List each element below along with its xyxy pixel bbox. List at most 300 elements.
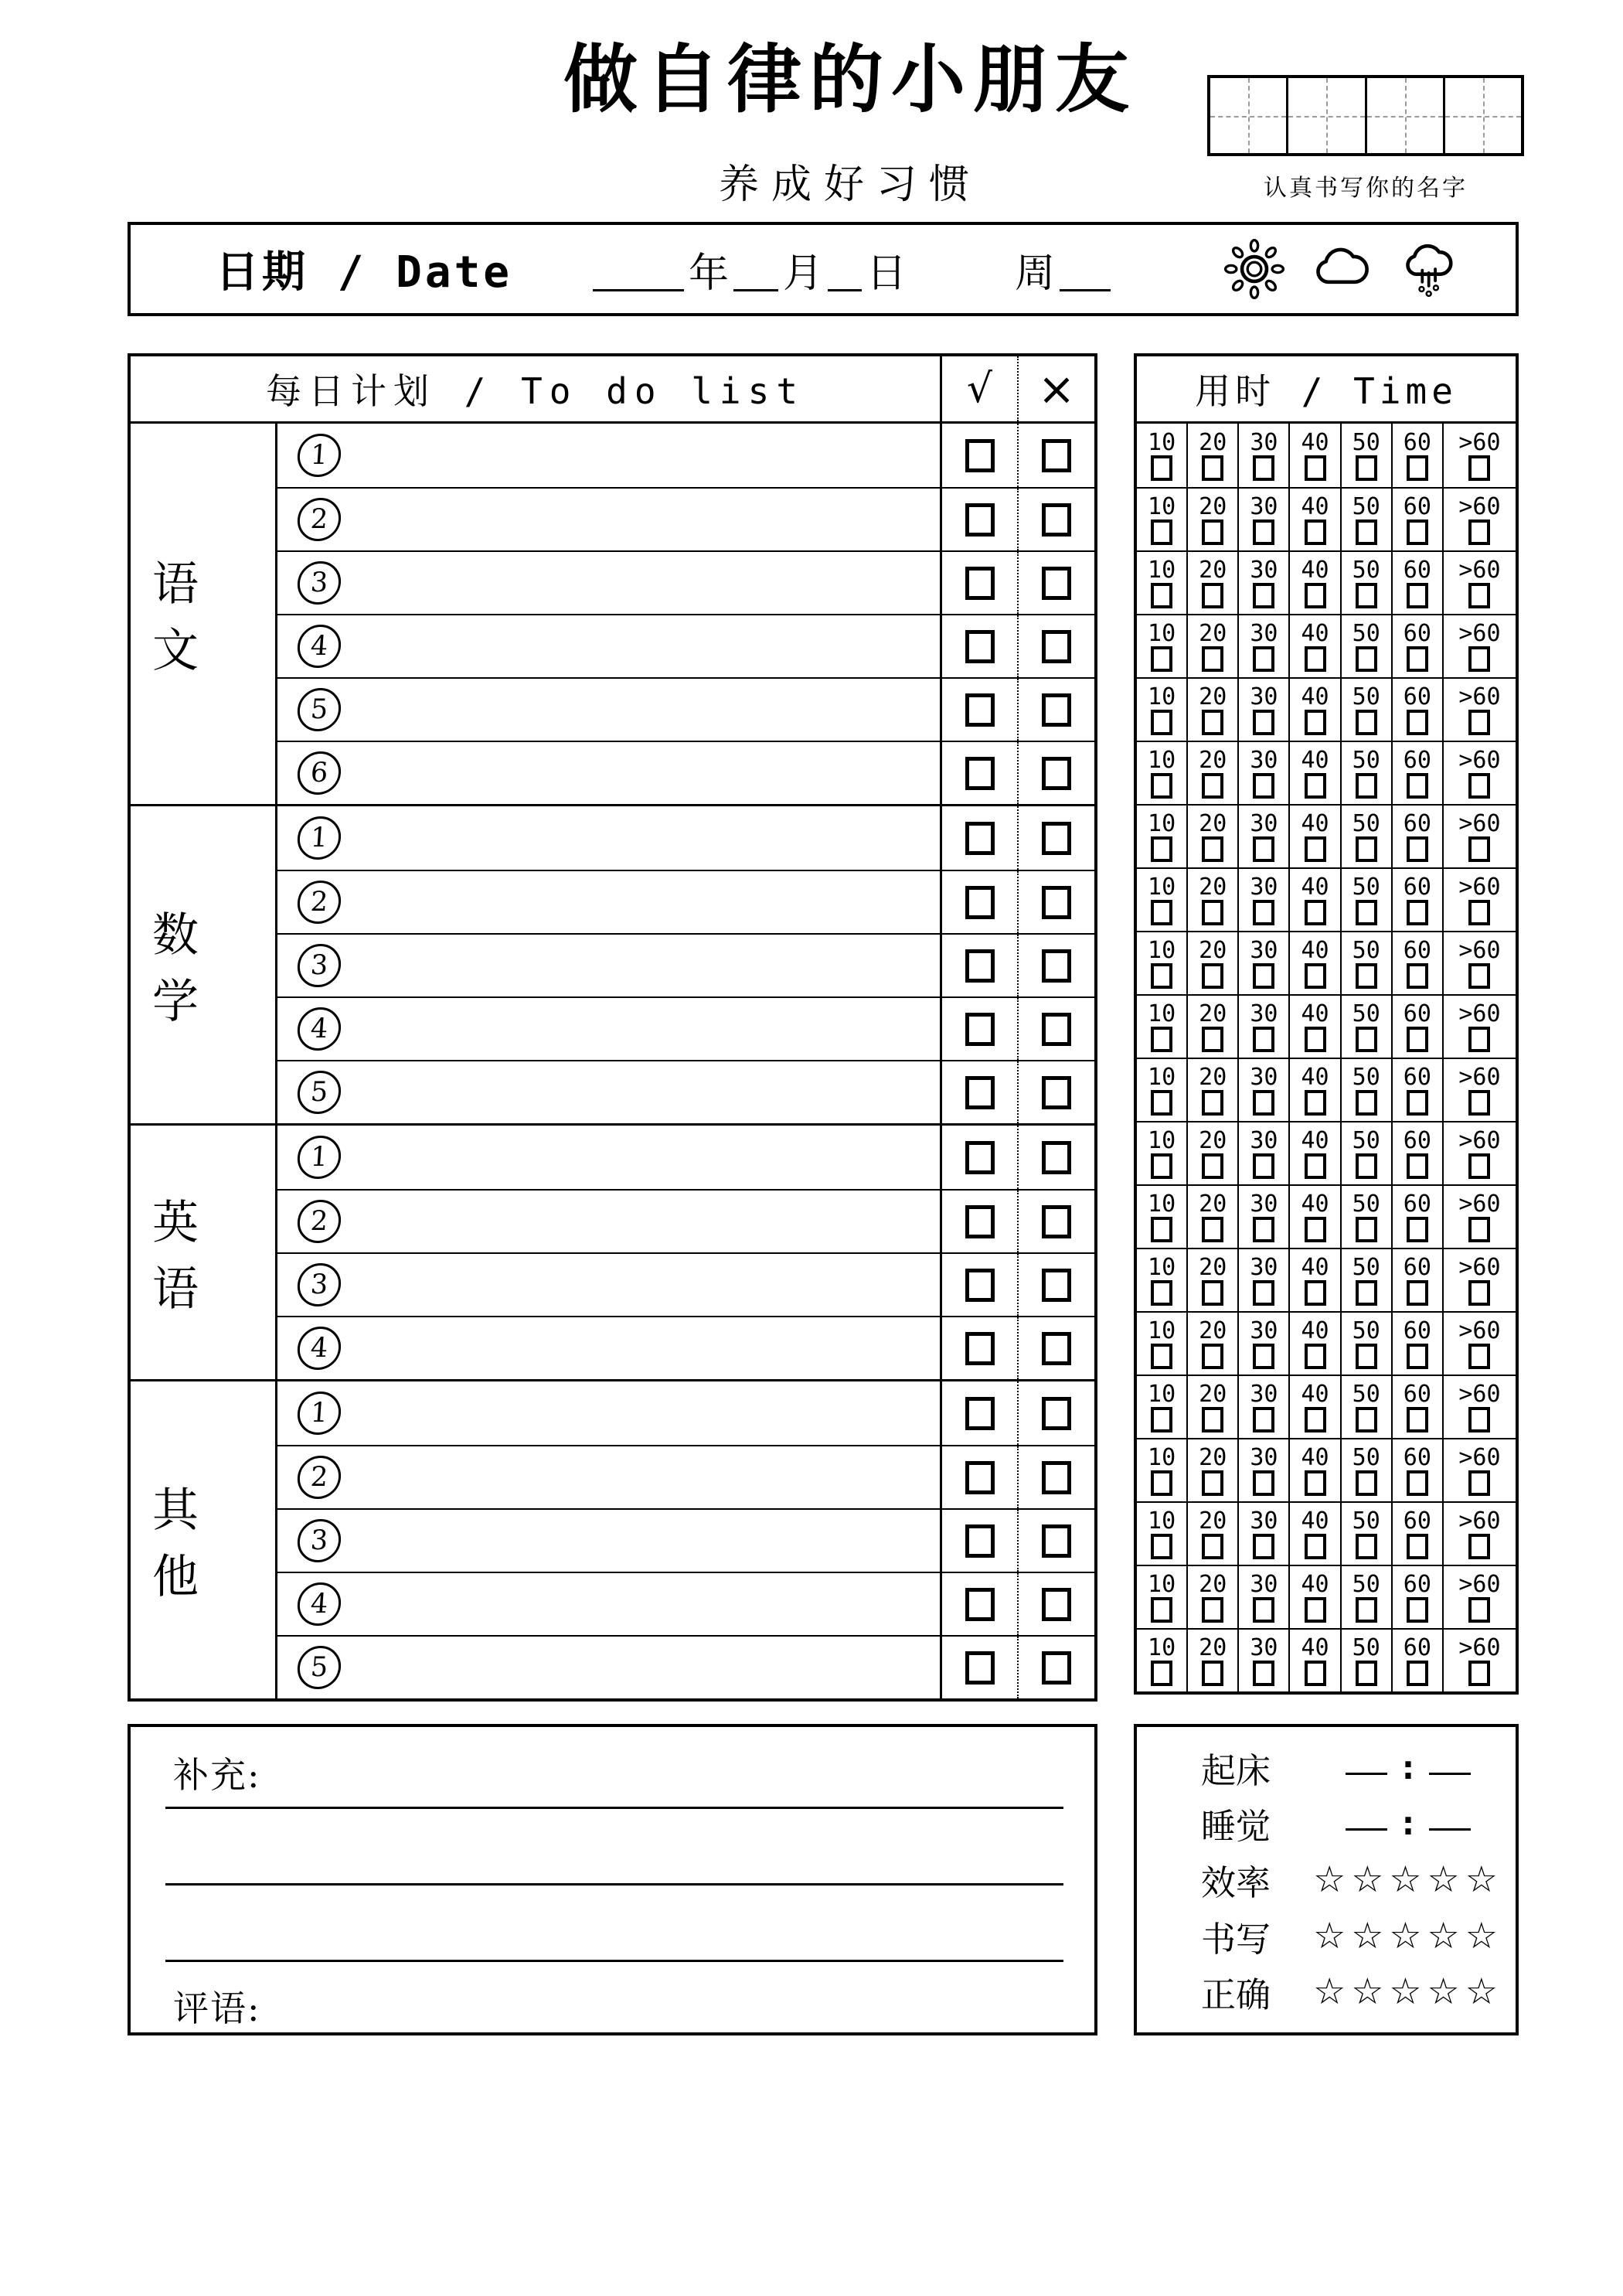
time-checkbox[interactable] xyxy=(1253,900,1274,925)
done-checkbox[interactable] xyxy=(965,1076,995,1109)
time-option-cell xyxy=(1444,615,1516,677)
time-body xyxy=(1137,424,1516,1691)
time-option-label: 60 xyxy=(1403,1317,1431,1344)
time-checkbox[interactable] xyxy=(1468,1027,1490,1052)
time-checkbox[interactable] xyxy=(1305,1280,1326,1306)
time-checkbox[interactable] xyxy=(1468,900,1490,925)
time-colon: : xyxy=(1397,1747,1419,1787)
time-option-cell xyxy=(1137,615,1188,677)
time-checkbox[interactable] xyxy=(1468,1153,1490,1179)
time-checkbox[interactable] xyxy=(1151,1470,1172,1496)
done-checkbox[interactable] xyxy=(965,822,995,855)
time-checkbox[interactable] xyxy=(1151,773,1172,799)
time-checkbox[interactable] xyxy=(1356,1280,1377,1306)
time-colon: : xyxy=(1397,1804,1419,1844)
time-checkbox[interactable] xyxy=(1202,646,1223,672)
task-input-area[interactable] xyxy=(277,1510,940,1572)
time-checkbox[interactable] xyxy=(1202,773,1223,799)
time-option-cell xyxy=(1239,1630,1290,1691)
time-checkbox[interactable] xyxy=(1407,836,1428,862)
time-checkbox[interactable] xyxy=(1305,1407,1326,1432)
day-blank[interactable] xyxy=(828,289,862,291)
time-checkbox[interactable] xyxy=(1305,1217,1326,1242)
task-input-area[interactable] xyxy=(277,998,940,1060)
time-option-cell xyxy=(1137,806,1188,867)
time-checkbox[interactable] xyxy=(1202,900,1223,925)
time-checkbox[interactable] xyxy=(1151,1027,1172,1052)
done-checkbox[interactable] xyxy=(965,1588,995,1621)
time-checkbox[interactable] xyxy=(1202,710,1223,735)
time-checkbox[interactable] xyxy=(1253,583,1274,608)
guide-horizontal-line xyxy=(1367,116,1443,118)
done-checkbox[interactable] xyxy=(965,1524,995,1558)
time-checkbox[interactable] xyxy=(1356,646,1377,672)
time-checkbox[interactable] xyxy=(1253,1407,1274,1432)
time-option-label: 40 xyxy=(1301,619,1329,647)
not-done-cell xyxy=(1017,615,1094,677)
task-number-circled: 5 xyxy=(296,1071,342,1114)
star-rating[interactable]: ☆☆☆☆☆ xyxy=(1313,1858,1503,1901)
task-input-area[interactable] xyxy=(277,1317,940,1379)
time-option-label: 40 xyxy=(1301,556,1329,584)
time-checkbox[interactable] xyxy=(1305,455,1326,481)
time-checkbox[interactable] xyxy=(1202,1153,1223,1179)
task-number-circled: 6 xyxy=(296,751,342,795)
writing-line[interactable] xyxy=(165,1960,1063,1962)
not-done-checkbox[interactable] xyxy=(1042,1269,1071,1302)
time-option-label: 30 xyxy=(1250,428,1278,456)
time-checkbox[interactable] xyxy=(1407,1534,1428,1559)
time-row xyxy=(1137,1121,1516,1184)
time-checkbox[interactable] xyxy=(1305,519,1326,545)
time-option-cell xyxy=(1342,1630,1393,1691)
time-checkbox[interactable] xyxy=(1468,1534,1490,1559)
not-done-checkbox[interactable] xyxy=(1042,630,1071,663)
time-checkbox[interactable] xyxy=(1356,583,1377,608)
done-checkbox[interactable] xyxy=(965,1141,995,1174)
time-checkbox[interactable] xyxy=(1468,1280,1490,1306)
time-checkbox[interactable] xyxy=(1202,836,1223,862)
task-input-area[interactable] xyxy=(277,1637,940,1698)
not-done-checkbox[interactable] xyxy=(1042,1013,1071,1046)
time-checkbox[interactable] xyxy=(1356,900,1377,925)
time-checkbox[interactable] xyxy=(1305,583,1326,608)
guide-horizontal-line xyxy=(1288,116,1364,118)
time-option-label: 60 xyxy=(1403,492,1431,520)
task-row xyxy=(277,1189,1094,1252)
time-option-cell xyxy=(1239,424,1290,487)
time-checkbox[interactable] xyxy=(1151,963,1172,989)
time-checkbox[interactable] xyxy=(1407,1217,1428,1242)
task-input-area[interactable] xyxy=(277,1381,940,1445)
done-checkbox[interactable] xyxy=(965,503,995,537)
time-option-cell xyxy=(1393,424,1444,487)
time-checkbox[interactable] xyxy=(1468,1407,1490,1432)
time-option-cell xyxy=(1393,552,1444,614)
task-input-area[interactable] xyxy=(277,615,940,677)
time-option-cell xyxy=(1444,489,1516,550)
time-checkbox[interactable] xyxy=(1468,773,1490,799)
time-checkbox[interactable] xyxy=(1253,1153,1274,1179)
time-checkbox[interactable] xyxy=(1356,773,1377,799)
task-row xyxy=(277,806,1094,870)
task-input-area[interactable] xyxy=(277,552,940,614)
time-option-label: 60 xyxy=(1403,1507,1431,1535)
done-checkbox[interactable] xyxy=(965,1332,995,1365)
year-blank[interactable] xyxy=(593,289,684,291)
time-checkbox[interactable] xyxy=(1305,1153,1326,1179)
time-checkbox[interactable] xyxy=(1468,1470,1490,1496)
task-input-area[interactable] xyxy=(277,1446,940,1508)
time-checkbox[interactable] xyxy=(1407,1344,1428,1369)
time-checkbox[interactable] xyxy=(1151,1344,1172,1369)
time-checkbox[interactable] xyxy=(1305,1470,1326,1496)
time-checkbox[interactable] xyxy=(1253,519,1274,545)
done-checkbox[interactable] xyxy=(965,1013,995,1046)
writing-line[interactable] xyxy=(165,1807,1063,1809)
time-option-label: 40 xyxy=(1301,1443,1329,1471)
time-checkbox[interactable] xyxy=(1407,710,1428,735)
time-checkbox[interactable] xyxy=(1151,646,1172,672)
time-checkbox[interactable] xyxy=(1356,1407,1377,1432)
task-number-circled: 1 xyxy=(296,1392,342,1435)
time-checkbox[interactable] xyxy=(1202,1534,1223,1559)
task-number-circled: 4 xyxy=(296,1007,342,1051)
time-option-label: 50 xyxy=(1352,1443,1380,1471)
time-checkbox[interactable] xyxy=(1305,773,1326,799)
time-checkbox[interactable] xyxy=(1356,1534,1377,1559)
task-input-area[interactable] xyxy=(277,806,940,870)
time-header-label: 用时 / Time xyxy=(1137,356,1516,424)
done-checkbox[interactable] xyxy=(965,1461,995,1494)
done-checkbox[interactable] xyxy=(965,1397,995,1430)
time-option-label: 30 xyxy=(1250,1380,1278,1408)
time-checkbox[interactable] xyxy=(1407,1597,1428,1623)
task-input-area[interactable] xyxy=(277,1573,940,1635)
time-checkbox[interactable] xyxy=(1202,1090,1223,1116)
time-checkbox[interactable] xyxy=(1305,1597,1326,1623)
time-checkbox[interactable] xyxy=(1151,836,1172,862)
time-checkbox[interactable] xyxy=(1202,1597,1223,1623)
time-option-cell xyxy=(1137,1439,1188,1501)
time-checkbox[interactable] xyxy=(1305,900,1326,925)
done-checkbox[interactable] xyxy=(965,757,995,790)
task-input-area[interactable] xyxy=(277,1254,940,1316)
time-option-cell xyxy=(1342,1313,1393,1375)
time-checkbox[interactable] xyxy=(1356,1153,1377,1179)
done-checkbox[interactable] xyxy=(965,439,995,472)
time-checkbox[interactable] xyxy=(1468,710,1490,735)
minute-blank[interactable] xyxy=(1429,1828,1471,1831)
time-checkbox[interactable] xyxy=(1356,710,1377,735)
time-option-cell xyxy=(1393,489,1444,550)
time-checkbox[interactable] xyxy=(1151,900,1172,925)
time-option-label: >60 xyxy=(1458,1507,1501,1535)
time-checkbox[interactable] xyxy=(1202,963,1223,989)
time-checkbox[interactable] xyxy=(1151,1407,1172,1432)
time-option-label: 20 xyxy=(1199,1126,1227,1154)
task-input-area[interactable] xyxy=(277,424,940,487)
time-checkbox[interactable] xyxy=(1151,1534,1172,1559)
time-option-label: 20 xyxy=(1199,492,1227,520)
time-option-cell xyxy=(1137,1313,1188,1375)
sun-icon[interactable] xyxy=(1222,237,1287,301)
not-done-checkbox[interactable] xyxy=(1042,1588,1071,1621)
time-option-cell xyxy=(1137,932,1188,994)
time-checkbox[interactable] xyxy=(1407,1090,1428,1116)
time-checkbox[interactable] xyxy=(1253,773,1274,799)
time-option-cell xyxy=(1290,552,1341,614)
time-checkbox[interactable] xyxy=(1305,963,1326,989)
time-checkbox[interactable] xyxy=(1407,900,1428,925)
time-checkbox[interactable] xyxy=(1253,1534,1274,1559)
time-checkbox[interactable] xyxy=(1407,646,1428,672)
time-checkbox[interactable] xyxy=(1356,519,1377,545)
not-done-checkbox[interactable] xyxy=(1042,949,1071,983)
time-checkbox[interactable] xyxy=(1253,1470,1274,1496)
time-checkbox[interactable] xyxy=(1305,710,1326,735)
time-checkbox[interactable] xyxy=(1356,1344,1377,1369)
task-input-area[interactable] xyxy=(277,1126,940,1189)
done-checkbox[interactable] xyxy=(965,949,995,983)
hour-blank[interactable] xyxy=(1346,1773,1387,1775)
not-done-checkbox[interactable] xyxy=(1042,503,1071,537)
hour-blank[interactable] xyxy=(1346,1828,1387,1831)
done-cell xyxy=(940,1573,1017,1635)
task-input-area[interactable] xyxy=(277,742,940,804)
summary-row xyxy=(1137,1911,1516,1961)
time-checkbox[interactable] xyxy=(1468,1090,1490,1116)
time-checkbox[interactable] xyxy=(1253,1027,1274,1052)
time-checkbox[interactable] xyxy=(1407,963,1428,989)
time-checkbox[interactable] xyxy=(1305,1661,1326,1686)
not-done-checkbox[interactable] xyxy=(1042,1651,1071,1685)
time-checkbox[interactable] xyxy=(1468,1217,1490,1242)
time-checkbox[interactable] xyxy=(1253,455,1274,481)
done-cell xyxy=(940,1381,1017,1445)
time-option-label: 50 xyxy=(1352,1633,1380,1661)
not-done-checkbox[interactable] xyxy=(1042,1332,1071,1365)
time-option-label: 30 xyxy=(1250,1190,1278,1218)
time-checkbox[interactable] xyxy=(1202,1470,1223,1496)
time-checkbox[interactable] xyxy=(1202,1407,1223,1432)
time-checkbox[interactable] xyxy=(1253,1090,1274,1116)
time-table xyxy=(1134,353,1519,1695)
star-rating[interactable]: ☆☆☆☆☆ xyxy=(1313,1914,1503,1957)
time-checkbox[interactable] xyxy=(1468,646,1490,672)
time-checkbox[interactable] xyxy=(1356,1597,1377,1623)
time-checkbox[interactable] xyxy=(1407,1407,1428,1432)
writing-line[interactable] xyxy=(165,1883,1063,1886)
time-checkbox[interactable] xyxy=(1305,1027,1326,1052)
time-checkbox[interactable] xyxy=(1202,455,1223,481)
name-cell[interactable] xyxy=(1445,78,1521,153)
time-checkbox[interactable] xyxy=(1356,1470,1377,1496)
not-done-cell xyxy=(1017,998,1094,1060)
time-option-label: 20 xyxy=(1199,809,1227,837)
time-checkbox[interactable] xyxy=(1253,1217,1274,1242)
time-option-cell xyxy=(1239,1376,1290,1438)
name-cell[interactable] xyxy=(1288,78,1366,153)
time-option-cell xyxy=(1239,1439,1290,1501)
time-option-label: 30 xyxy=(1250,492,1278,520)
time-checkbox[interactable] xyxy=(1407,1470,1428,1496)
not-done-checkbox[interactable] xyxy=(1042,1524,1071,1558)
time-checkbox[interactable] xyxy=(1305,1090,1326,1116)
time-option-cell xyxy=(1393,679,1444,741)
time-checkbox[interactable] xyxy=(1407,1027,1428,1052)
not-done-checkbox[interactable] xyxy=(1042,822,1071,855)
time-checkbox[interactable] xyxy=(1468,1597,1490,1623)
time-option-label: 20 xyxy=(1199,1253,1227,1281)
time-checkbox[interactable] xyxy=(1202,583,1223,608)
cloud-icon[interactable] xyxy=(1308,237,1373,301)
time-option-label: 40 xyxy=(1301,1380,1329,1408)
not-done-checkbox[interactable] xyxy=(1042,886,1071,919)
time-checkbox[interactable] xyxy=(1151,1153,1172,1179)
comment-label: 评语: xyxy=(173,1988,261,2029)
time-checkbox[interactable] xyxy=(1305,836,1326,862)
time-option-label: >60 xyxy=(1458,556,1501,584)
time-checkbox[interactable] xyxy=(1253,1280,1274,1306)
not-done-cell xyxy=(1017,1510,1094,1572)
time-option-label: >60 xyxy=(1458,683,1501,710)
time-option-label: 10 xyxy=(1148,1253,1176,1281)
time-checkbox[interactable] xyxy=(1202,1027,1223,1052)
time-row xyxy=(1137,804,1516,867)
not-done-checkbox[interactable] xyxy=(1042,567,1071,600)
time-option-label: 10 xyxy=(1148,1443,1176,1471)
task-input-area[interactable] xyxy=(277,489,940,550)
week-blank[interactable] xyxy=(1060,289,1111,291)
time-checkbox[interactable] xyxy=(1407,519,1428,545)
time-checkbox[interactable] xyxy=(1253,1344,1274,1369)
task-input-area[interactable] xyxy=(277,1061,940,1123)
weekday-fill-in xyxy=(1015,240,1115,298)
not-done-checkbox[interactable] xyxy=(1042,757,1071,790)
month-blank[interactable] xyxy=(733,289,778,291)
done-checkbox[interactable] xyxy=(965,693,995,727)
task-input-area[interactable] xyxy=(277,679,940,741)
not-done-checkbox[interactable] xyxy=(1042,693,1071,727)
time-checkbox[interactable] xyxy=(1356,455,1377,481)
star-rating[interactable]: ☆☆☆☆☆ xyxy=(1313,1971,1503,2014)
time-checkbox[interactable] xyxy=(1151,1597,1172,1623)
time-checkbox[interactable] xyxy=(1468,455,1490,481)
time-option-label: 60 xyxy=(1403,1570,1431,1598)
time-row xyxy=(1137,931,1516,994)
time-checkbox[interactable] xyxy=(1468,519,1490,545)
not-done-checkbox[interactable] xyxy=(1042,1141,1071,1174)
done-checkbox[interactable] xyxy=(965,1269,995,1302)
time-option-label: 40 xyxy=(1301,1317,1329,1344)
done-checkbox[interactable] xyxy=(965,886,995,919)
time-checkbox[interactable] xyxy=(1253,836,1274,862)
time-checkbox[interactable] xyxy=(1356,836,1377,862)
time-checkbox[interactable] xyxy=(1407,1661,1428,1686)
time-option-cell xyxy=(1444,424,1516,487)
time-checkbox[interactable] xyxy=(1151,710,1172,735)
time-checkbox[interactable] xyxy=(1305,1534,1326,1559)
time-checkbox[interactable] xyxy=(1468,1661,1490,1686)
name-cell[interactable] xyxy=(1367,78,1445,153)
done-checkbox[interactable] xyxy=(965,1205,995,1238)
time-checkbox[interactable] xyxy=(1151,1280,1172,1306)
name-cell[interactable] xyxy=(1210,78,1288,153)
time-checkbox[interactable] xyxy=(1202,519,1223,545)
time-checkbox[interactable] xyxy=(1151,583,1172,608)
minute-blank[interactable] xyxy=(1429,1773,1471,1775)
time-option-cell xyxy=(1239,552,1290,614)
time-checkbox[interactable] xyxy=(1202,1217,1223,1242)
task-number-circled: 4 xyxy=(296,1327,342,1370)
time-option-cell xyxy=(1290,1630,1341,1691)
time-checkbox[interactable] xyxy=(1468,1344,1490,1369)
time-checkbox[interactable] xyxy=(1356,963,1377,989)
time-checkbox[interactable] xyxy=(1151,1217,1172,1242)
time-checkbox[interactable] xyxy=(1253,710,1274,735)
time-checkbox[interactable] xyxy=(1151,455,1172,481)
rain-icon[interactable] xyxy=(1395,237,1460,301)
time-checkbox[interactable] xyxy=(1253,1597,1274,1623)
not-done-checkbox[interactable] xyxy=(1042,439,1071,472)
time-checkbox[interactable] xyxy=(1407,1280,1428,1306)
done-checkbox[interactable] xyxy=(965,630,995,663)
date-bar xyxy=(128,222,1519,316)
time-option-cell xyxy=(1290,679,1341,741)
time-checkbox[interactable] xyxy=(1253,1661,1274,1686)
time-checkbox[interactable] xyxy=(1407,455,1428,481)
time-checkbox[interactable] xyxy=(1356,1090,1377,1116)
not-done-checkbox[interactable] xyxy=(1042,1397,1071,1430)
not-done-checkbox[interactable] xyxy=(1042,1461,1071,1494)
time-checkbox[interactable] xyxy=(1253,646,1274,672)
time-checkbox[interactable] xyxy=(1202,1344,1223,1369)
not-done-checkbox[interactable] xyxy=(1042,1205,1071,1238)
time-option-label: 40 xyxy=(1301,428,1329,456)
done-checkbox[interactable] xyxy=(965,1651,995,1685)
time-checkbox[interactable] xyxy=(1305,1344,1326,1369)
time-checkbox[interactable] xyxy=(1151,1661,1172,1686)
summary-row xyxy=(1137,1798,1516,1848)
task-input-area[interactable] xyxy=(277,1191,940,1252)
time-checkbox[interactable] xyxy=(1151,1090,1172,1116)
time-checkbox[interactable] xyxy=(1407,1153,1428,1179)
time-option-label: 50 xyxy=(1352,1063,1380,1091)
not-done-checkbox[interactable] xyxy=(1042,1076,1071,1109)
time-checkbox[interactable] xyxy=(1305,646,1326,672)
time-checkbox[interactable] xyxy=(1356,1217,1377,1242)
time-checkbox[interactable] xyxy=(1356,1027,1377,1052)
done-checkbox[interactable] xyxy=(965,567,995,600)
time-checkbox[interactable] xyxy=(1356,1661,1377,1686)
time-checkbox[interactable] xyxy=(1202,1280,1223,1306)
time-checkbox[interactable] xyxy=(1253,963,1274,989)
time-option-cell xyxy=(1239,932,1290,994)
time-checkbox[interactable] xyxy=(1151,519,1172,545)
time-checkbox[interactable] xyxy=(1468,963,1490,989)
time-option-label: 10 xyxy=(1148,428,1176,456)
task-number-circled: 3 xyxy=(296,944,342,987)
time-option-cell xyxy=(1444,1439,1516,1501)
task-input-area[interactable] xyxy=(277,871,940,933)
time-checkbox[interactable] xyxy=(1468,583,1490,608)
task-input-area[interactable] xyxy=(277,935,940,996)
time-checkbox[interactable] xyxy=(1407,773,1428,799)
time-checkbox[interactable] xyxy=(1468,836,1490,862)
time-checkbox[interactable] xyxy=(1407,583,1428,608)
time-checkbox[interactable] xyxy=(1202,1661,1223,1686)
